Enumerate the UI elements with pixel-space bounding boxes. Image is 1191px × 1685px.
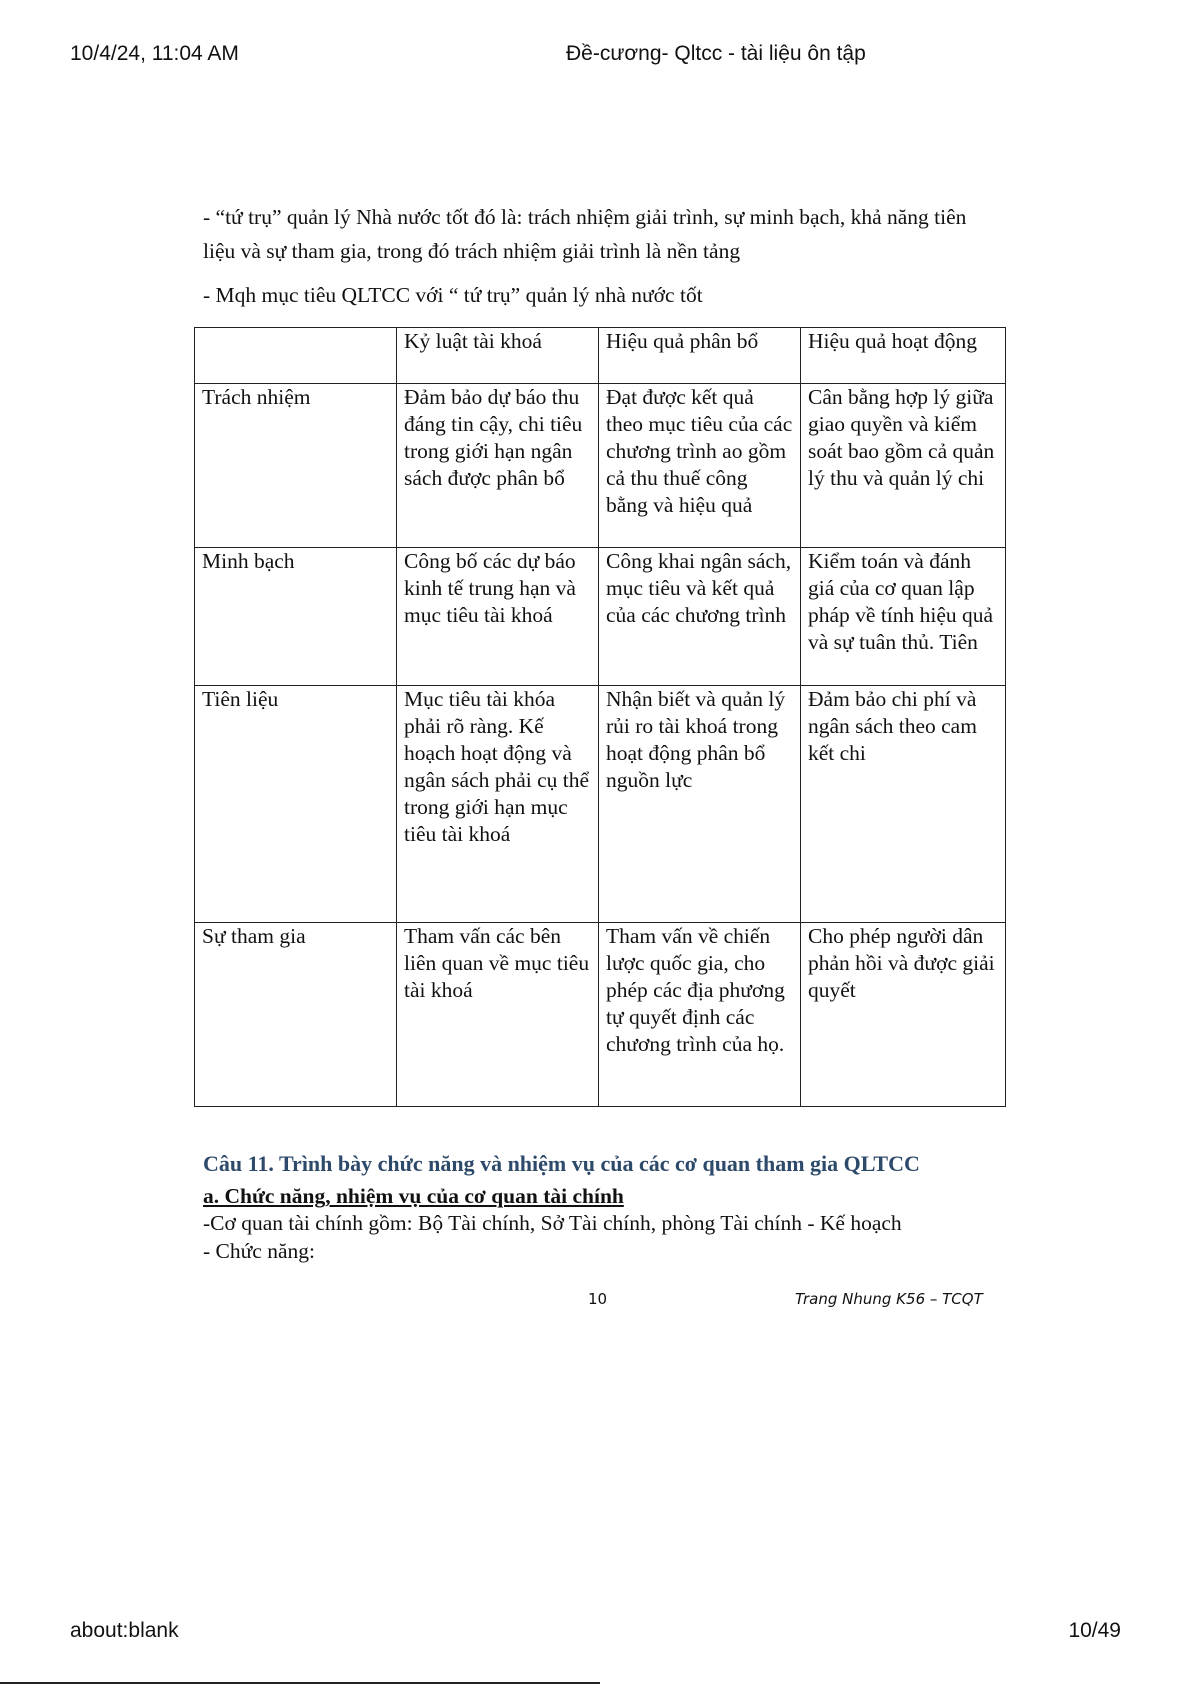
paragraph-relationship: - Mqh mục tiêu QLTCC với “ tứ trụ” quản lý nhà nước tốt: [203, 283, 703, 307]
table-cell: Kiểm toán và đánh giá của cơ quan lập pháp về tính hiệu quả và sự tuân thủ. Tiên: [801, 548, 1006, 686]
table-row: [195, 686, 1006, 923]
print-url: about:blank: [70, 1619, 179, 1642]
print-page-title: Đề-cương- Qltcc - tài liệu ôn tập: [566, 42, 866, 65]
row-label: Minh bạch: [195, 548, 397, 686]
body-line-agencies: -Cơ quan tài chính gồm: Bộ Tài chính, Sở Tài chính, phòng Tài chính - Kế hoạch: [203, 1211, 902, 1235]
table-cell: Công bố các dự báo kinh tế trung hạn và mục tiêu tài khoá: [397, 548, 599, 686]
body-line-functions: - Chức năng:: [203, 1239, 315, 1263]
table-cell: Cho phép người dân phản hồi và được giải quyết: [801, 923, 1006, 1107]
paragraph-four-pillars: - “tứ trụ” quản lý Nhà nước tốt đó là: trách nhiệm giải trình, sự minh bạch, khả năng tiên liệu và sự tham gia, trong đó trách nhiệm giải trình là nền tảng: [203, 205, 967, 263]
table-row: [195, 923, 1006, 1107]
table-cell: Đạt được kết quả theo mục tiêu của các chương trình ao gồm cả thu thuế công bằng và hiệu quả: [599, 384, 801, 548]
pillars-table: [194, 327, 1006, 1107]
table-row: [195, 548, 1006, 686]
print-page-counter: 10/49: [1068, 1619, 1121, 1642]
bottom-divider: [0, 1682, 600, 1684]
question-heading: Câu 11. Trình bày chức năng và nhiệm vụ của các cơ quan tham gia QLTCC: [203, 1151, 920, 1176]
table-cell: Đảm bảo dự báo thu đáng tin cậy, chi tiêu trong giới hạn ngân sách được phân bổ: [397, 384, 599, 548]
print-datetime: 10/4/24, 11:04 AM: [70, 42, 239, 65]
table-cell: Nhận biết và quản lý rủi ro tài khoá trong hoạt động phân bổ nguồn lực: [599, 686, 801, 923]
row-label: Sự tham gia: [195, 923, 397, 1107]
table-cell: Tham vấn các bên liên quan về mục tiêu tài khoá: [397, 923, 599, 1107]
table-header-cell: Hiệu quả hoạt động: [801, 328, 1006, 384]
table-row: [195, 384, 1006, 548]
page-author: Trang Nhung K56 – TCQT: [795, 1290, 983, 1308]
table-cell: Mục tiêu tài khóa phải rõ ràng. Kế hoạch hoạt động và ngân sách phải cụ thể trong giới hạn mục tiêu tài khoá: [397, 686, 599, 923]
page-number: 10: [588, 1290, 608, 1308]
section-subheading: a. Chức năng, nhiệm vụ của cơ quan tài chính: [203, 1184, 624, 1208]
row-label: Tiên liệu: [195, 686, 397, 923]
table-cell: Công khai ngân sách, mục tiêu và kết quả của các chương trình: [599, 548, 801, 686]
table-header-row: [195, 328, 1006, 384]
table-cell: Tham vấn về chiến lược quốc gia, cho phép các địa phương tự quyết định các chương trình của họ.: [599, 923, 801, 1107]
table-cell: Đảm bảo chi phí và ngân sách theo cam kết chi: [801, 686, 1006, 923]
table-header-cell: Kỷ luật tài khoá: [397, 328, 599, 384]
table-cell: Cân bằng hợp lý giữa giao quyền và kiểm soát bao gồm cả quản lý thu và quản lý chi: [801, 384, 1006, 548]
table-header-cell: Hiệu quả phân bổ: [599, 328, 801, 384]
row-label: Trách nhiệm: [195, 384, 397, 548]
table-header-cell: [195, 328, 397, 384]
